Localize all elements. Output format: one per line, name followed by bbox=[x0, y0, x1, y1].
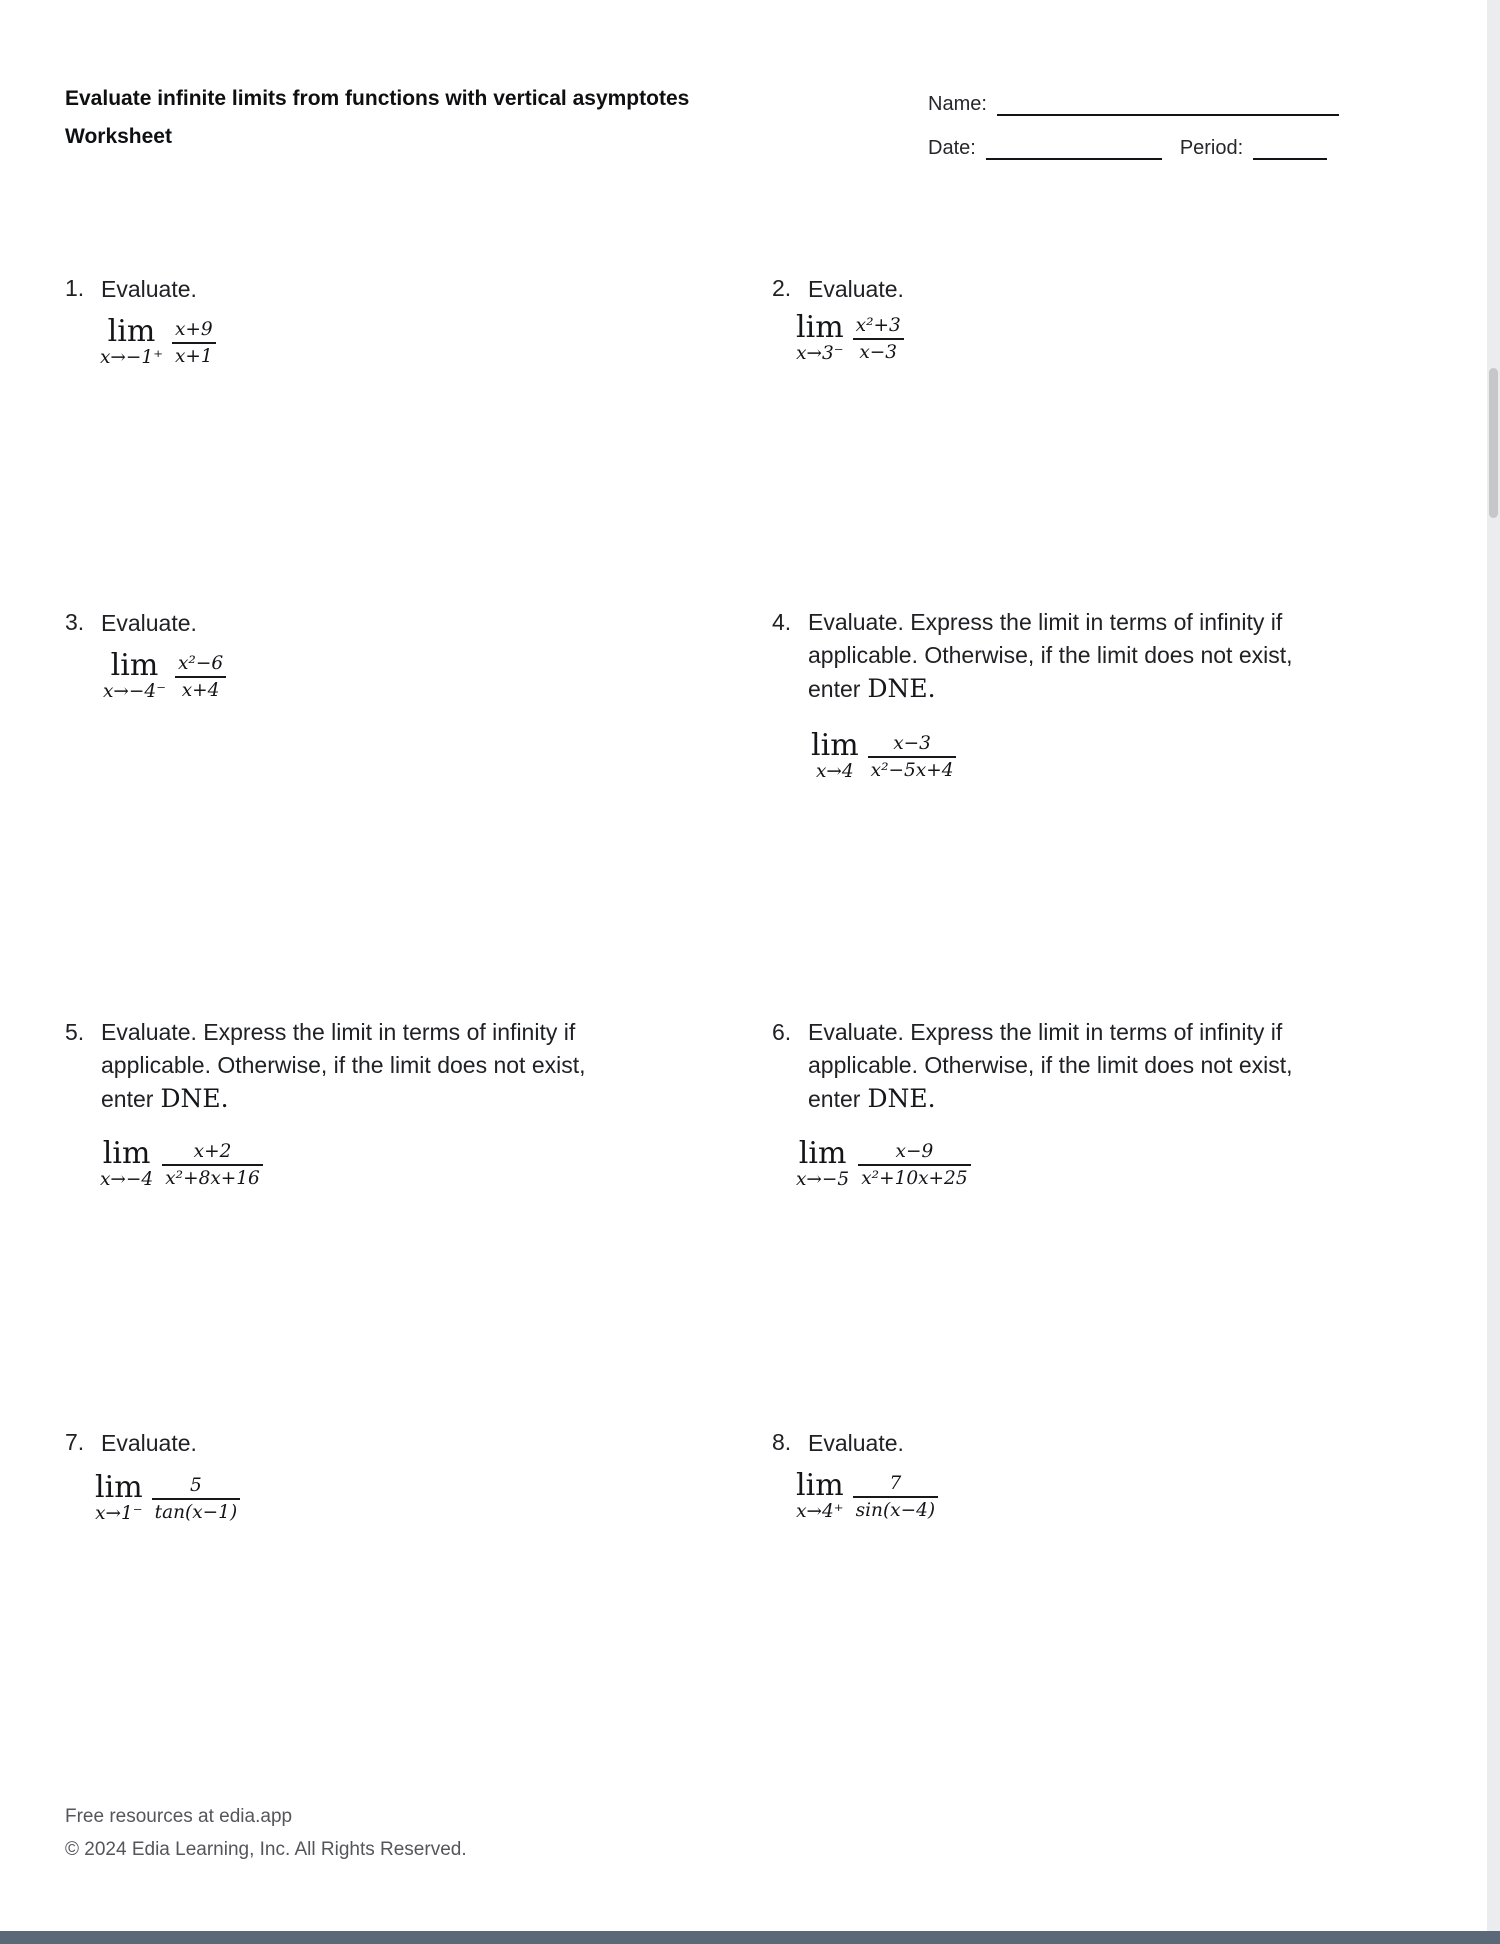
problem-7 bbox=[65, 1426, 745, 1586]
page-title-line1: Evaluate infinite limits from functions with vertical asymptotes bbox=[65, 87, 690, 110]
lim-operator: lim bbox=[811, 728, 859, 763]
lim-operator: lim bbox=[796, 1468, 844, 1503]
fraction bbox=[853, 1472, 938, 1522]
problem-6-instruction: Evaluate. Express the limit in terms of infinity if applicable. Otherwise, if the limit does not exist, enter bbox=[808, 1019, 1293, 1112]
fraction-denominator: sin(x−4) bbox=[855, 1499, 936, 1521]
fraction-bar bbox=[868, 756, 957, 758]
fraction-numerator: x+2 bbox=[193, 1140, 232, 1162]
footer-resources-text: Free resources at edia.app bbox=[65, 1806, 293, 1827]
lim-block bbox=[796, 1470, 844, 1523]
problem-4 bbox=[772, 606, 1452, 836]
lim-approach: x→−4⁻ bbox=[103, 681, 166, 702]
fraction-bar bbox=[172, 342, 216, 344]
period-blank-line[interactable] bbox=[1253, 140, 1327, 160]
fraction-denominator: x+4 bbox=[181, 679, 220, 701]
lim-approach: x→−4 bbox=[100, 1169, 154, 1190]
fraction-numerator: x²+3 bbox=[855, 314, 901, 336]
problem-6-limit-expression bbox=[796, 1138, 971, 1191]
lim-operator: lim bbox=[95, 1470, 143, 1505]
fraction-bar bbox=[162, 1164, 263, 1166]
problem-6 bbox=[772, 1016, 1452, 1246]
lim-operator: lim bbox=[110, 648, 159, 683]
problem-2-limit-expression bbox=[796, 312, 904, 365]
problem-7-number: 7. bbox=[65, 1429, 85, 1455]
page-title bbox=[65, 80, 785, 156]
lim-approach: x→−1⁺ bbox=[100, 347, 163, 368]
problem-2-instruction: Evaluate. bbox=[808, 276, 904, 302]
fraction-numerator: x²−6 bbox=[177, 652, 224, 674]
fraction bbox=[858, 1140, 970, 1190]
problem-6-dne-text: DNE. bbox=[867, 1084, 936, 1113]
problem-3-number: 3. bbox=[65, 609, 85, 635]
problem-2-number: 2. bbox=[772, 275, 792, 301]
fraction-numerator: 5 bbox=[190, 1474, 202, 1496]
fraction-denominator: x²+10x+25 bbox=[861, 1167, 968, 1189]
problem-3-limit-expression bbox=[103, 650, 226, 703]
fraction-bar bbox=[853, 1496, 938, 1498]
date-blank-line[interactable] bbox=[986, 140, 1162, 160]
problem-6-number: 6. bbox=[772, 1019, 792, 1045]
lim-approach: x→−5 bbox=[796, 1169, 850, 1190]
page-footer bbox=[65, 1800, 467, 1866]
problem-5-instruction: Evaluate. Express the limit in terms of infinity if applicable. Otherwise, if the limit does not exist, enter bbox=[101, 1019, 586, 1112]
problem-5 bbox=[65, 1016, 745, 1246]
fraction-denominator: x²+8x+16 bbox=[165, 1167, 260, 1189]
problem-2-prompt bbox=[772, 272, 1452, 306]
fraction-numerator: x−9 bbox=[895, 1140, 934, 1162]
problem-1-number: 1. bbox=[65, 275, 85, 301]
page-title-line2: Worksheet bbox=[65, 125, 172, 148]
lim-operator: lim bbox=[796, 310, 844, 345]
fraction bbox=[175, 652, 226, 702]
problem-8-limit-expression bbox=[796, 1470, 938, 1523]
fraction bbox=[853, 314, 904, 364]
problem-5-limit-expression bbox=[100, 1138, 263, 1191]
problem-3-instruction: Evaluate. bbox=[101, 610, 197, 636]
lim-approach: x→4⁺ bbox=[796, 1501, 844, 1522]
lim-approach: x→3⁻ bbox=[796, 343, 844, 364]
period-label: Period: bbox=[1179, 137, 1244, 159]
lim-operator: lim bbox=[102, 1136, 151, 1171]
problem-8-number: 8. bbox=[772, 1429, 792, 1455]
problem-4-limit-expression bbox=[811, 730, 956, 783]
lim-block bbox=[796, 1138, 849, 1191]
scrollbar-thumb[interactable] bbox=[1489, 368, 1498, 518]
name-blank-line[interactable] bbox=[997, 96, 1339, 116]
viewport-bottom-edge bbox=[0, 1931, 1500, 1944]
problem-1-prompt bbox=[65, 272, 745, 306]
problem-8-prompt bbox=[772, 1426, 1452, 1460]
fraction-denominator: x²−5x+4 bbox=[870, 759, 954, 781]
lim-approach: x→4 bbox=[815, 761, 854, 782]
problem-5-dne-text: DNE. bbox=[160, 1084, 229, 1113]
lim-block bbox=[103, 650, 166, 703]
problem-7-limit-expression bbox=[95, 1472, 240, 1525]
lim-block bbox=[100, 1138, 153, 1191]
problem-8 bbox=[772, 1426, 1452, 1586]
fraction-numerator: x−3 bbox=[893, 732, 931, 754]
fraction-bar bbox=[175, 676, 226, 678]
problem-6-prompt bbox=[772, 1016, 1452, 1116]
fraction-bar bbox=[858, 1164, 970, 1166]
problem-3-prompt bbox=[65, 606, 745, 640]
lim-block bbox=[95, 1472, 143, 1525]
fraction bbox=[868, 732, 957, 782]
problem-2 bbox=[772, 272, 1452, 422]
problem-3 bbox=[65, 606, 745, 766]
fraction bbox=[172, 318, 216, 368]
fraction-denominator: x+1 bbox=[174, 345, 213, 367]
fraction-numerator: 7 bbox=[889, 1472, 902, 1494]
problem-4-instruction: Evaluate. Express the limit in terms of infinity if applicable. Otherwise, if the limit does not exist, enter bbox=[808, 609, 1293, 702]
problem-4-dne-text: DNE. bbox=[867, 674, 936, 703]
lim-block bbox=[796, 312, 844, 365]
fraction-bar bbox=[853, 338, 904, 340]
lim-operator: lim bbox=[107, 314, 156, 349]
problem-5-number: 5. bbox=[65, 1019, 85, 1045]
problem-8-instruction: Evaluate. bbox=[808, 1430, 904, 1456]
lim-approach: x→1⁻ bbox=[95, 1503, 143, 1524]
date-period-field-row bbox=[928, 136, 1327, 160]
problem-4-number: 4. bbox=[772, 609, 792, 635]
name-field-row bbox=[928, 92, 1339, 116]
lim-block bbox=[100, 316, 163, 369]
lim-block bbox=[811, 730, 859, 783]
date-label: Date: bbox=[928, 137, 976, 159]
name-label: Name: bbox=[928, 93, 987, 115]
problem-1 bbox=[65, 272, 745, 422]
fraction-numerator: x+9 bbox=[174, 318, 213, 340]
problem-1-limit-expression bbox=[100, 316, 216, 369]
fraction-denominator: x−3 bbox=[859, 341, 898, 363]
scrollbar-track[interactable] bbox=[1487, 0, 1500, 1944]
footer-copyright-text: © 2024 Edia Learning, Inc. All Rights Reserved. bbox=[65, 1839, 467, 1860]
fraction-denominator: tan(x−1) bbox=[154, 1501, 238, 1523]
problem-5-prompt bbox=[65, 1016, 745, 1116]
problem-7-instruction: Evaluate. bbox=[101, 1430, 197, 1456]
problem-7-prompt bbox=[65, 1426, 745, 1460]
fraction-bar bbox=[152, 1498, 241, 1500]
lim-operator: lim bbox=[798, 1136, 847, 1171]
fraction bbox=[162, 1140, 263, 1190]
problem-1-instruction: Evaluate. bbox=[101, 276, 197, 302]
fraction bbox=[152, 1474, 241, 1524]
problem-4-prompt bbox=[772, 606, 1452, 706]
